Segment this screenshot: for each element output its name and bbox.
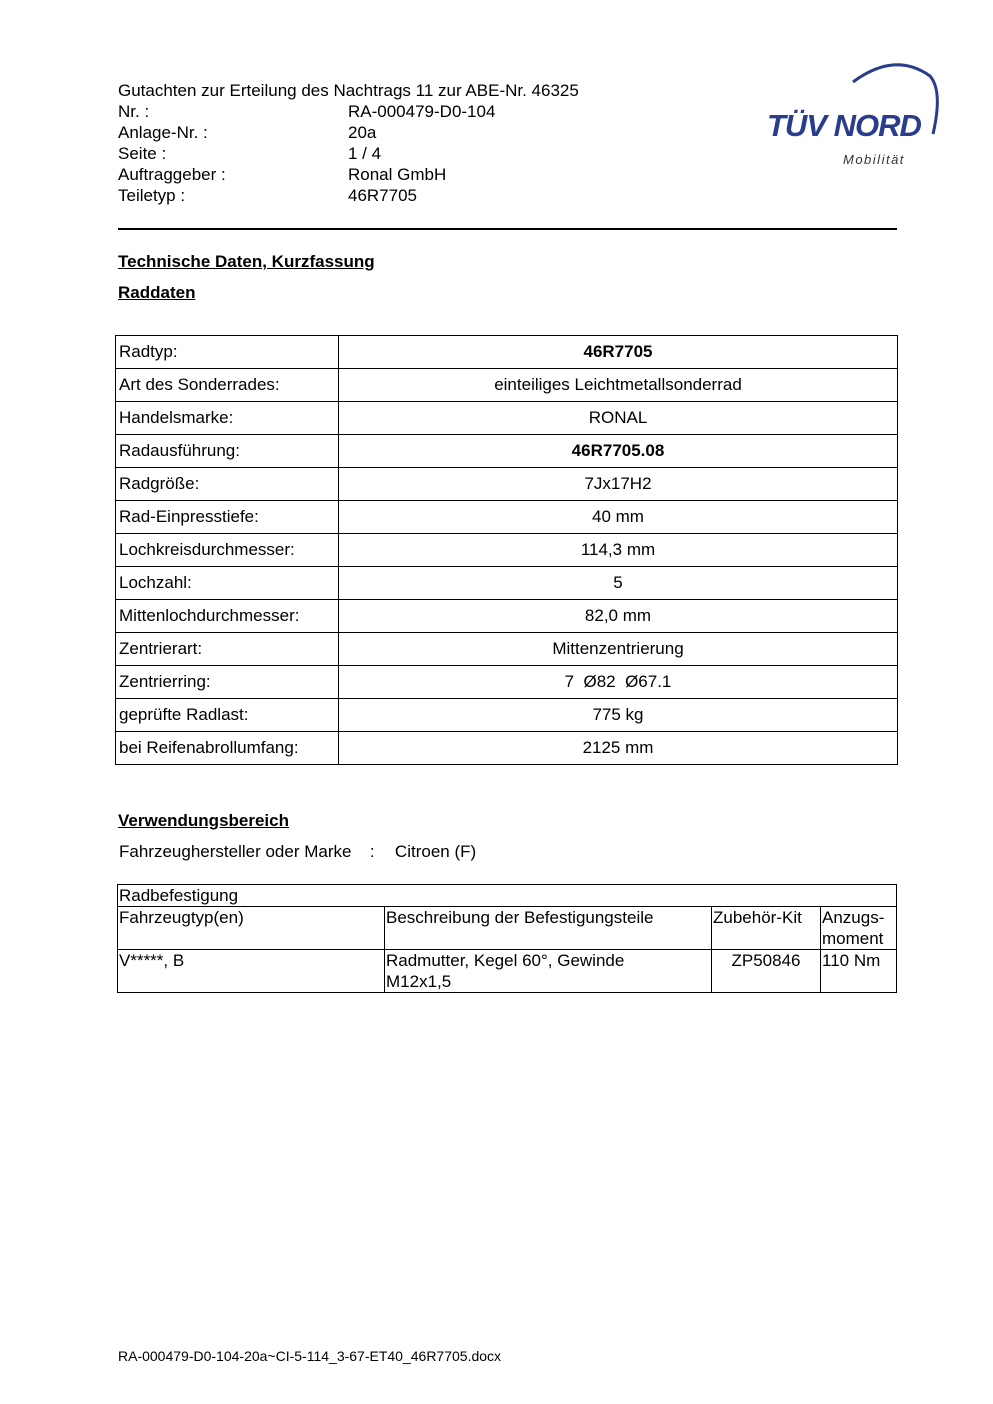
row-label: Zentrierring: [116, 666, 339, 699]
row-value: 2125 mm [339, 732, 898, 765]
header-label: Teiletyp : [118, 186, 186, 205]
header-row-nr [118, 101, 579, 122]
table-row [116, 534, 898, 567]
table-row [116, 600, 898, 633]
table-row [118, 950, 897, 993]
row-value: 82,0 mm [339, 600, 898, 633]
column-header: Beschreibung der Befestigungsteile [385, 907, 712, 950]
header-label: Anlage-Nr. : [118, 123, 208, 142]
row-value: 46R7705.08 [339, 435, 898, 468]
header-label: Nr. : [118, 102, 150, 121]
row-value: einteiliges Leichtmetallsonderrad [339, 369, 898, 402]
table-title: Radbefestigung [118, 885, 897, 907]
row-value: 7Jx17H2 [339, 468, 898, 501]
cell-beschreibung [385, 950, 712, 993]
table-row [116, 468, 898, 501]
row-label: Art des Sonderrades: [116, 369, 339, 402]
table-row [116, 435, 898, 468]
header-label: Auftraggeber : [118, 165, 226, 184]
header-row-auftraggeber [118, 164, 579, 185]
row-label: Mittenlochdurchmesser: [116, 600, 339, 633]
header-label: Seite : [118, 144, 167, 163]
row-value: 775 kg [339, 699, 898, 732]
row-label: Rad-Einpresstiefe: [116, 501, 339, 534]
row-label: Radausführung: [116, 435, 339, 468]
logo-subtitle: Mobilität [843, 152, 905, 167]
raddaten-table [115, 335, 898, 765]
section-title-technische-daten: Technische Daten, Kurzfassung [118, 252, 375, 271]
header-value: 20a [348, 123, 377, 142]
table-row [116, 732, 898, 765]
header-divider [118, 228, 897, 230]
section-title-verwendungsbereich: Verwendungsbereich [118, 811, 289, 830]
column-header-anzugsmoment [821, 907, 897, 950]
cell-line: Radmutter, Kegel 60°, Gewinde [386, 951, 625, 970]
table-row [116, 666, 898, 699]
header-value: Ronal GmbH [348, 165, 447, 184]
header-row-seite [118, 143, 579, 164]
cell-line: M12x1,5 [386, 972, 452, 991]
row-label: Handelsmarke: [116, 402, 339, 435]
hersteller-value: Citroen (F) [394, 842, 477, 861]
row-value: 40 mm [339, 501, 898, 534]
table-row [116, 501, 898, 534]
row-label: Lochzahl: [116, 567, 339, 600]
section-title-raddaten: Raddaten [118, 283, 196, 302]
table-header-row [118, 907, 897, 950]
table-row [116, 699, 898, 732]
row-value: 46R7705 [339, 336, 898, 369]
header-value: RA-000479-D0-104 [348, 102, 496, 121]
header-value: 1 / 4 [348, 144, 382, 163]
table-row [116, 567, 898, 600]
row-value: 7 Ø82 Ø67.1 [339, 666, 898, 699]
row-value: 114,3 mm [339, 534, 898, 567]
radbefestigung-table [117, 884, 897, 993]
row-label: bei Reifenabrollumfang: [116, 732, 339, 765]
header-line: Anzugs- [822, 908, 885, 927]
row-label: Radgröße: [116, 468, 339, 501]
row-value: RONAL [339, 402, 898, 435]
document-title: Gutachten zur Erteilung des Nachtrags 11 zur ABE-Nr. 46325 [118, 81, 579, 100]
row-value: Mittenzentrierung [339, 633, 898, 666]
row-label: Lochkreisdurchmesser: [116, 534, 339, 567]
header-value: 46R7705 [348, 186, 418, 205]
column-header: Zubehör-Kit [712, 907, 821, 950]
cell-zubehoer-kit: ZP50846 [712, 950, 821, 993]
table-row [116, 633, 898, 666]
row-label: geprüfte Radlast: [116, 699, 339, 732]
row-label: Zentrierart: [116, 633, 339, 666]
footer-filename: RA-000479-D0-104-20a~CI-5-114_3-67-ET40_46R7705.docx [118, 1348, 502, 1364]
table-title-row [118, 885, 897, 907]
cell-fahrzeugtyp: V*****, B [118, 950, 385, 993]
hersteller-line [119, 842, 476, 862]
cell-anzugsmoment: 110 Nm [821, 950, 897, 993]
header-row-teiletyp [118, 185, 579, 206]
logo-wordmark: TÜV NORD [767, 108, 921, 143]
header-line: moment [822, 929, 884, 948]
column-header: Fahrzeugtyp(en) [118, 907, 385, 950]
header-row-anlage [118, 122, 579, 143]
hersteller-label: Fahrzeughersteller oder Marke [119, 842, 352, 861]
row-label: Radtyp: [116, 336, 339, 369]
document-header [118, 80, 579, 206]
table-row [116, 402, 898, 435]
table-row [116, 336, 898, 369]
table-row [116, 369, 898, 402]
row-value: 5 [339, 567, 898, 600]
hersteller-separator: : [369, 842, 375, 861]
tuv-nord-logo [765, 56, 940, 171]
